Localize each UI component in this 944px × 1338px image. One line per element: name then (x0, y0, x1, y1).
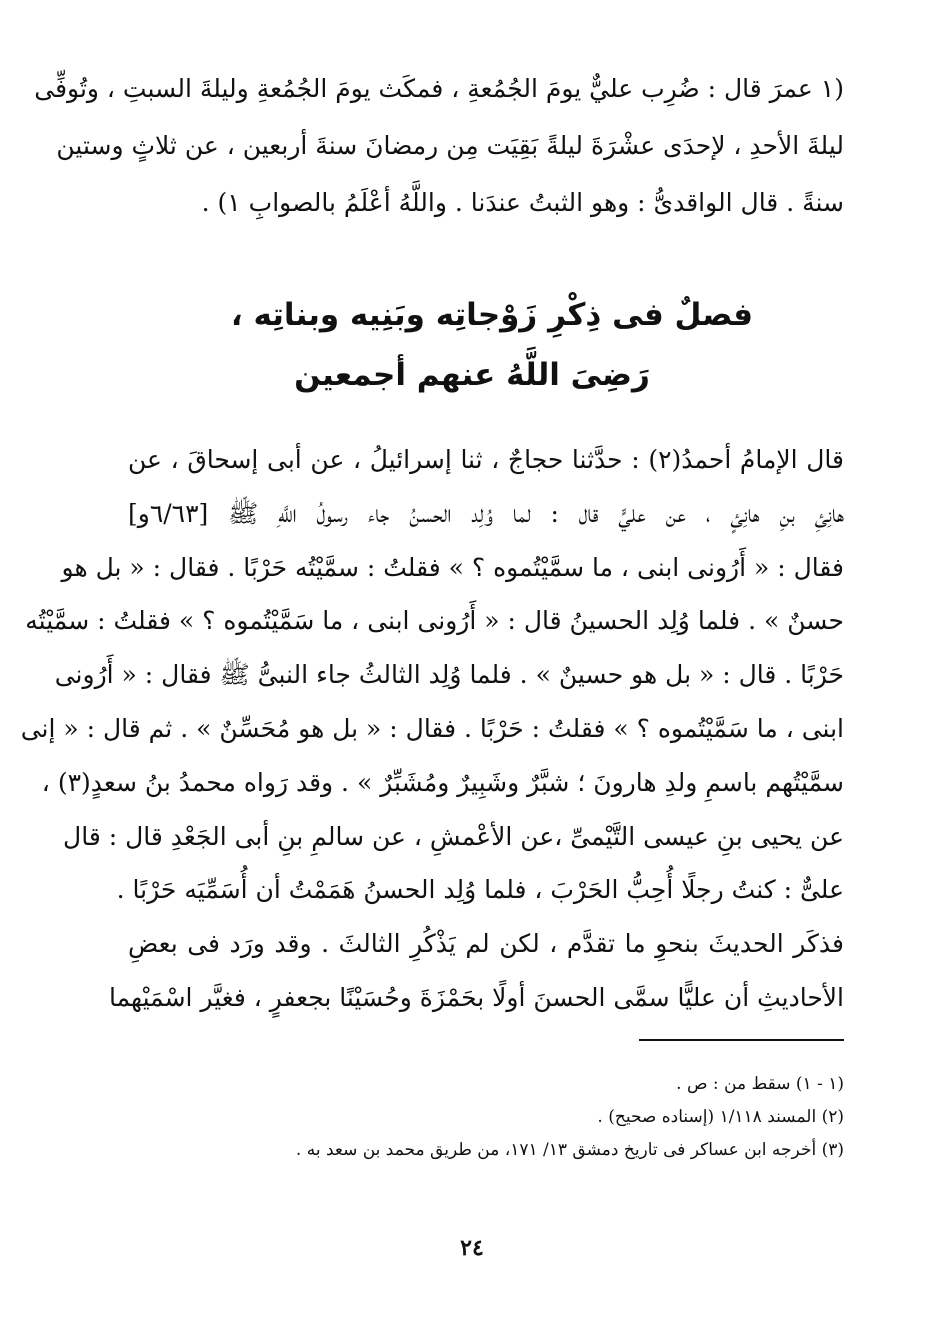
body-line: فذكَر الحديثَ بنحوِ ما تقدَّم ، لكن لم يَذْكُرِ الثالثَ . وقد ورَد فى بعضِ (128, 929, 844, 959)
intro-line: سنةً . قال الواقدىُّ : وهو الثبتُ عندَنا . واللَّهُ أعْلَمُ بالصوابِ ١) . (201, 188, 844, 217)
footnote: (٢) المسند ١/١١٨ (إسناده صحيح) . (597, 1107, 844, 1127)
body-line: حَرْبًا . قال : « بل هو حسينٌ » . فلما وُلِد الثالثُ جاء النبىُّ ﷺ فقال : « أَرُونى (54, 660, 844, 690)
body-line: فقال : « أَرُونى ابنى ، ما سمَّيْتُموه ؟ » فقلتُ : سمَّيْتُه حَرْبًا . فقال : « بل هو (61, 552, 844, 582)
body-line: الأحاديثِ أن عليًّا سمَّى الحسنَ أولًا بحَمْزَةَ وحُسَيْنًا بجعفرٍ ، فغيَّر اسْمَيْهما (108, 982, 844, 1012)
page-number: ٢٤ (460, 1235, 484, 1261)
footnotes (128, 1068, 844, 1167)
intro-line: ليلةَ الأحدِ ، لإحدَى عشْرَةَ ليلةً بَقِيَت مِن رمضانَ سنةَ أربعين ، عن ثلاثٍ وستين (56, 131, 844, 160)
footnote-divider (639, 1039, 844, 1041)
body-line: سمَّيْتُهم باسمِ ولدِ هارونَ ؛ شبَّرٌ وشَبِيرٌ ومُشَبِّرٌ » . وقد رَواه محمدُ بنُ سعدٍ(٣) ، (41, 767, 844, 797)
body-line: حسنٌ » . فلما وُلِد الحسينُ قال : « أَرُونى ابنى ، ما سَمَّيْتُموه ؟ » فقلتُ : سمَّيْتُه (25, 606, 844, 636)
body-line: قال الإمامُ أحمدُ(٢) : حدَّثنا حجاجٌ ، ثنا إسرائيلُ ، عن أبى إسحاقَ ، عن (128, 445, 845, 474)
body-line: عن يحيى بنِ عيسى التَّيْمىِّ ،عن الأعْمشِ ، عن سالمِ بنِ أبى الجَعْدِ قال : قال (63, 821, 844, 851)
body-line: علىٌّ : كنتُ رجلًا أُحِبُّ الحَرْبَ ، فلما وُلِد الحسنُ هَمَمْتُ أن أُسَمِّيَه حَرْبًا . (116, 875, 844, 905)
body-line: هانِئِ بنِ هانِئٍ ، عن عليٍّ قال : لما وُلِد الحسنُ جاء رسولُ اللَّهِ ﷺ [٦/٦٣و] (128, 498, 844, 528)
section-heading-line-1: فصلٌ فى ذِكْرِ زَوْجاتِه وبَنِيه وبناتِه ، (230, 297, 754, 333)
section-heading-line-2: رَضِىَ اللَّهُ عنهم أجمعين (294, 357, 650, 393)
footnote: (٣) أخرجه ابن عساكر فى تاريخ دمشق ١٣/ ١٧١، من طريق محمد بن سعد به . (295, 1140, 844, 1160)
intro-paragraph (34, 60, 844, 231)
footnote: (١ - ١) سقط من : ص . (676, 1074, 844, 1094)
body-paragraph (20, 433, 845, 1025)
section-heading (0, 285, 944, 405)
body-line: ابنى ، ما سَمَّيْتُموه ؟ » فقلتُ : حَرْبًا . فقال : « بل هو مُحَسِّنٌ » . ثم قال : « إنى (20, 713, 844, 743)
intro-line: (١ عمرَ قال : ضُرِب عليٌّ يومَ الجُمُعةِ ، فمكَث يومَ الجُمُعةِ وليلةَ السبتِ ، وتُوفِّى (34, 74, 844, 103)
